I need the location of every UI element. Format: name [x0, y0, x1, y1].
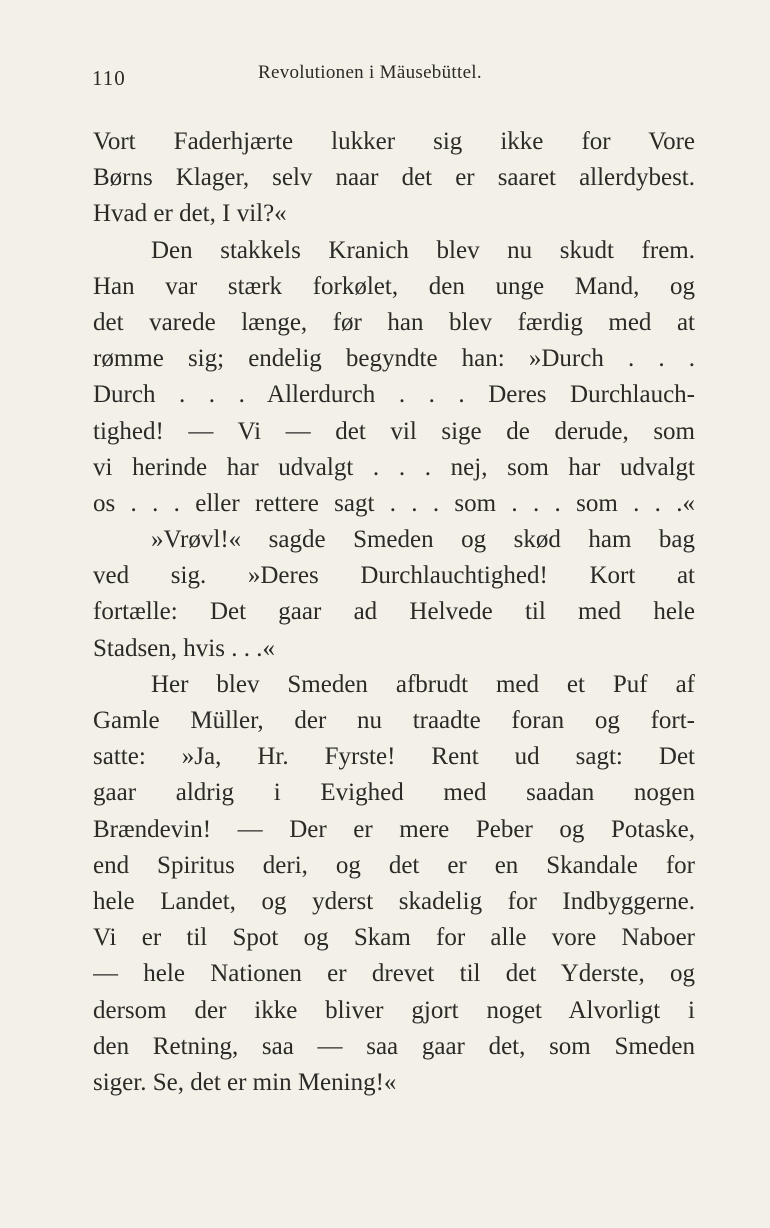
text-line: ved sig. »Deres Durchlauchtighed! Kort at [93, 562, 695, 590]
text-line: hele Landet, og yderst skadelig for Indbyggerne. [93, 887, 695, 915]
text-line: siger. Se, det er min Mening!« [93, 1068, 397, 1096]
text-line: os . . . eller rettere sagt . . . som . . . som . . .« [93, 489, 695, 517]
text-line: Hvad er det, I vil?« [93, 200, 287, 228]
text-line: Her blev Smeden afbrudt med et Puf af [151, 670, 695, 698]
text-line: Brændevin! — Der er mere Peber og Potaske, [93, 815, 695, 843]
text-line: end Spiritus deri, og det er en Skandale for [93, 851, 695, 879]
page-number: 110 [92, 66, 126, 90]
text-line: tighed! — Vi — det vil sige de derude, som [93, 417, 695, 445]
text-line: den Retning, saa — saa gaar det, som Smeden [93, 1032, 695, 1060]
text-line: dersom der ikke bliver gjort noget Alvorligt i [93, 996, 695, 1024]
text-line: det varede længe, før han blev færdig med at [93, 308, 695, 336]
text-line: satte: »Ja, Hr. Fyrste! Rent ud sagt: Det [93, 743, 695, 771]
text-line: rømme sig; endelig begyndte han: »Durch . . . [93, 345, 695, 373]
text-line: fortælle: Det gaar ad Helvede til med hele [93, 598, 695, 626]
text-line: Durch . . . Allerdurch . . . Deres Durchlauch- [93, 381, 695, 409]
text-line: — hele Nationen er drevet til det Yderste, og [93, 960, 695, 988]
page-header [92, 62, 692, 92]
text-line: Gamle Müller, der nu traadte foran og fort- [93, 707, 695, 734]
text-line: Vort Faderhjærte lukker sig ikke for Vore [93, 128, 695, 155]
text-line: Stadsen, hvis . . .« [93, 634, 275, 662]
text-line: »Vrøvl!« sagde Smeden og skød ham bag [151, 526, 695, 554]
text-line: Børns Klager, selv naar det er saaret allerdybest. [93, 164, 695, 192]
running-title: Revolutionen i Mäusebüttel. [258, 62, 482, 83]
text-line: gaar aldrig i Evighed med saadan nogen [93, 779, 695, 807]
text-line: Vi er til Spot og Skam for alle vore Naboer [93, 924, 695, 952]
body-text [93, 124, 695, 1101]
text-line: vi herinde har udvalgt . . . nej, som har udvalgt [93, 453, 695, 481]
text-line: Han var stærk forkølet, den unge Mand, og [93, 272, 695, 300]
text-line: Den stakkels Kranich blev nu skudt frem. [151, 236, 695, 264]
